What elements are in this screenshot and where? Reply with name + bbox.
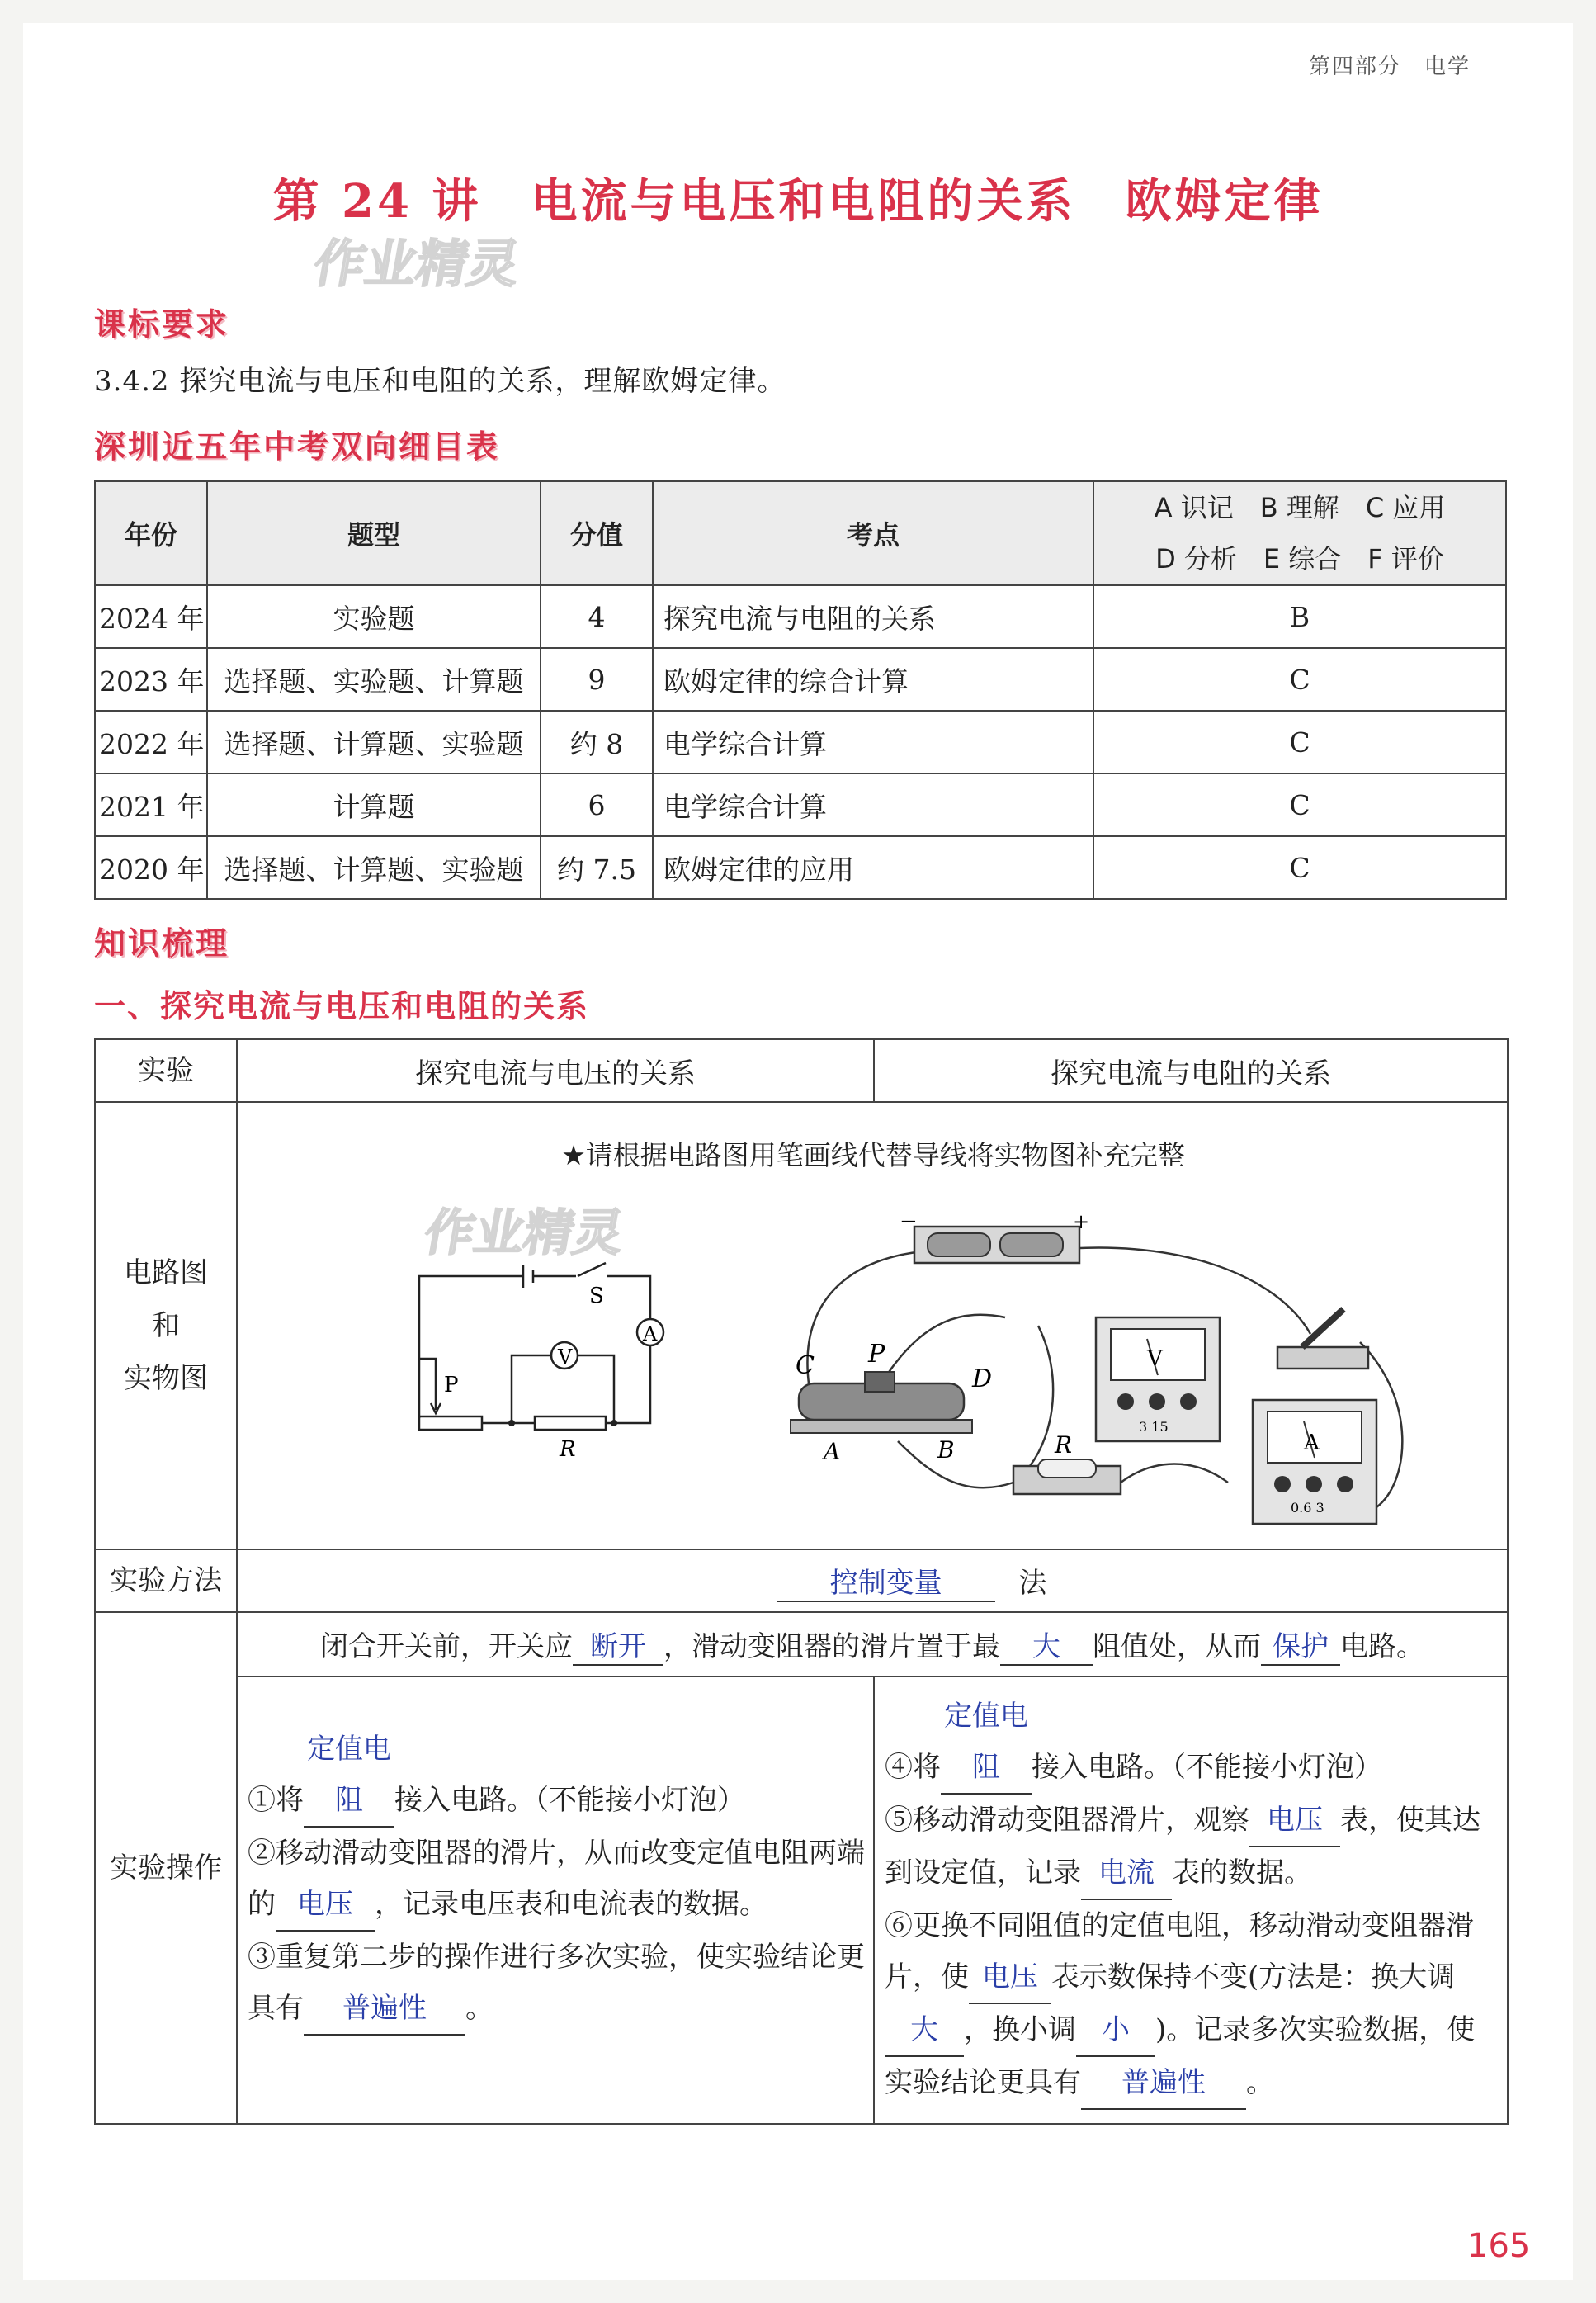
cell-type: 实验题 [207,585,541,648]
row-method-label: 实验方法 [95,1549,237,1612]
step-6 [885,1900,1499,2110]
label-p: P [444,1373,459,1397]
op-common-text-4: 电路。 [1340,1629,1424,1663]
op-common-text-2: ，滑动变阻器的滑片置于最 [663,1629,1000,1663]
col-score: 分值 [541,481,653,585]
label-v-scale: 3 15 [1139,1419,1169,1435]
operation-left [237,1676,874,2124]
step-1 [248,1724,865,1828]
apparatus-photo [766,1185,1409,1540]
resistor-photo-icon [1013,1459,1121,1494]
answer-blank: 电压 [1249,1795,1340,1847]
label-p-photo: P [868,1340,885,1369]
row-circuit-label [95,1102,237,1549]
answer-blank: 电压 [276,1879,375,1932]
label-r-photo: R [1055,1431,1073,1459]
row-operation-label: 实验操作 [95,1612,237,2124]
op-common-text-3: 阻值处，从而 [1093,1629,1261,1663]
step-text: 接入电路。（不能接小灯泡） [394,1784,745,1817]
step-text: ①将 [248,1784,304,1817]
circuit-cell [237,1102,1508,1549]
answer-blank: 定值电阻 [304,1724,394,1828]
cell-point: 欧姆定律的综合计算 [653,648,1093,711]
cell-type: 选择题、计算题、实验题 [207,836,541,899]
cell-point: 探究电流与电阻的关系 [653,585,1093,648]
answer-blank: 定值电阻 [941,1691,1032,1795]
level-legend-line1: A 识记 B 理解 C 应用 [1154,492,1446,523]
cell-score: 6 [541,773,653,836]
row-circuit-label-2: 和 [152,1309,180,1342]
label-d: D [972,1364,993,1393]
label-a-meter: A [1304,1431,1320,1455]
answer-blank: 断开 [573,1624,663,1666]
method-cell [237,1549,1508,1612]
label-v-meter: V [1147,1346,1163,1371]
rheostat-icon [419,1416,482,1430]
step-text: 表示数保持不变(方法是：换大调 [1051,1960,1456,1993]
method-answer: 控制变量 [777,1560,995,1602]
cell-type: 选择题、计算题、实验题 [207,711,541,773]
step-text: )。记录多次实验数据，使实验结论更具有 [885,2013,1476,2099]
cell-year: 2020 年 [95,836,207,899]
op-common-text-1: 闭合开关前，开关应 [320,1629,573,1663]
step-text: 。 [1246,2066,1274,2099]
operation-common [237,1612,1508,1676]
step-5 [885,1795,1499,1900]
col-point: 考点 [653,481,1093,585]
method-suffix: 法 [1018,1566,1047,1600]
step-text: 表，使其达到设定值，记录 [885,1804,1480,1889]
watermark: 作业精灵 [419,1204,629,1262]
answer-blank: 电流 [1081,1847,1172,1900]
circuit-diagram [403,1227,675,1458]
cell-point: 电学综合计算 [653,773,1093,836]
step-text: ，换小调 [964,2013,1076,2046]
col-experiment: 实验 [95,1039,237,1102]
label-v: V [558,1345,573,1369]
label-r: R [560,1437,576,1458]
step-text: ④将 [885,1751,941,1784]
label-a: A [643,1322,658,1345]
step-text: 表的数据。 [1172,1856,1312,1889]
cell-point: 电学综合计算 [653,711,1093,773]
cell-level: C [1093,711,1506,773]
step-text: ⑤移动滑动变阻器滑片，观察 [885,1804,1249,1837]
answer-blank: 普遍性 [304,1983,465,2036]
label-c: C [796,1351,815,1380]
cell-year: 2023 年 [95,648,207,711]
label-a-scale: 0.6 3 [1291,1500,1324,1516]
cell-year: 2021 年 [95,773,207,836]
label-a-photo: A [824,1438,841,1465]
level-legend-line2: D 分析 E 综合 F 评价 [1155,543,1444,575]
answer-blank: 大 [885,2004,964,2057]
standard-text: 3.4.2 探究电流与电压和电阻的关系，理解欧姆定律。 [94,365,786,398]
subsection-heading: 一、探究电流与电压和电阻的关系 [94,988,590,1024]
cell-level: C [1093,773,1506,836]
table-row [95,836,1506,899]
lesson-title: 第 24 讲 电流与电压和电阻的关系 欧姆定律 [272,174,1324,229]
answer-blank: 普遍性 [1081,2057,1246,2110]
step-3 [248,1932,865,2036]
answer-blank: 电压 [969,1951,1051,2004]
step-text: 。 [465,1992,493,2025]
cell-level: C [1093,648,1506,711]
page-number: 165 [1467,2227,1531,2265]
exam-table [94,480,1507,900]
col-level [1093,481,1506,585]
section-heading-knowledge: 知识梳理 [94,925,230,962]
switch-photo-icon [1277,1309,1368,1369]
col-type: 题型 [207,481,541,585]
section-heading-exam-table: 深圳近五年中考双向细目表 [94,428,501,465]
operation-right [874,1676,1508,2124]
label-b-photo: B [937,1436,955,1464]
label-minus: − [900,1209,918,1234]
cell-type: 选择题、实验题、计算题 [207,648,541,711]
rheostat-photo-icon [791,1372,972,1433]
col-current-voltage: 探究电流与电压的关系 [237,1039,874,1102]
row-circuit-label-1: 电路图 [124,1256,208,1289]
answer-blank: 保护 [1261,1624,1340,1666]
drawing-instruction: ★请根据电路图用笔画线代替导线将实物图补充完整 [561,1139,1185,1171]
cell-year: 2024 年 [95,585,207,648]
step-text: ⑥更换不同阻值的定值电阻，移动滑动变阻器滑片，使 [885,1909,1474,1993]
step-text: ③重复第二步的操作进行多次实验，使实验结论更具有 [248,1941,865,2025]
label-plus: + [1073,1210,1090,1233]
step-text: 接入电路。（不能接小灯泡） [1032,1751,1382,1784]
experiment-table [94,1038,1509,2125]
row-circuit-label-3: 实物图 [124,1362,208,1395]
table-row [95,711,1506,773]
cell-point: 欧姆定律的应用 [653,836,1093,899]
battery-box-icon [914,1227,1079,1263]
answer-blank: 大 [1000,1624,1093,1666]
cell-score: 约 7.5 [541,836,653,899]
cell-score: 4 [541,585,653,648]
step-2 [248,1828,865,1932]
col-current-resistance: 探究电流与电阻的关系 [874,1039,1508,1102]
cell-level: B [1093,585,1506,648]
answer-blank: 小 [1076,2004,1155,2057]
section-heading-standard: 课标要求 [94,306,230,343]
table-row [95,773,1506,836]
cell-year: 2022 年 [95,711,207,773]
cell-score: 9 [541,648,653,711]
cell-type: 计算题 [207,773,541,836]
label-s: S [589,1284,604,1308]
running-header: 第四部分 电学 [1309,54,1471,79]
step-text: ②移动滑动变阻器的滑片，从而改变定值电阻两端的 [248,1837,865,1921]
cell-level: C [1093,836,1506,899]
switch-icon [578,1263,606,1276]
step-4 [885,1691,1499,1795]
step-text: ，记录电压表和电流表的数据。 [375,1888,767,1921]
watermark: 作业精灵 [309,234,525,294]
cell-score: 约 8 [541,711,653,773]
col-year: 年份 [95,481,207,585]
table-row [95,648,1506,711]
table-row [95,585,1506,648]
